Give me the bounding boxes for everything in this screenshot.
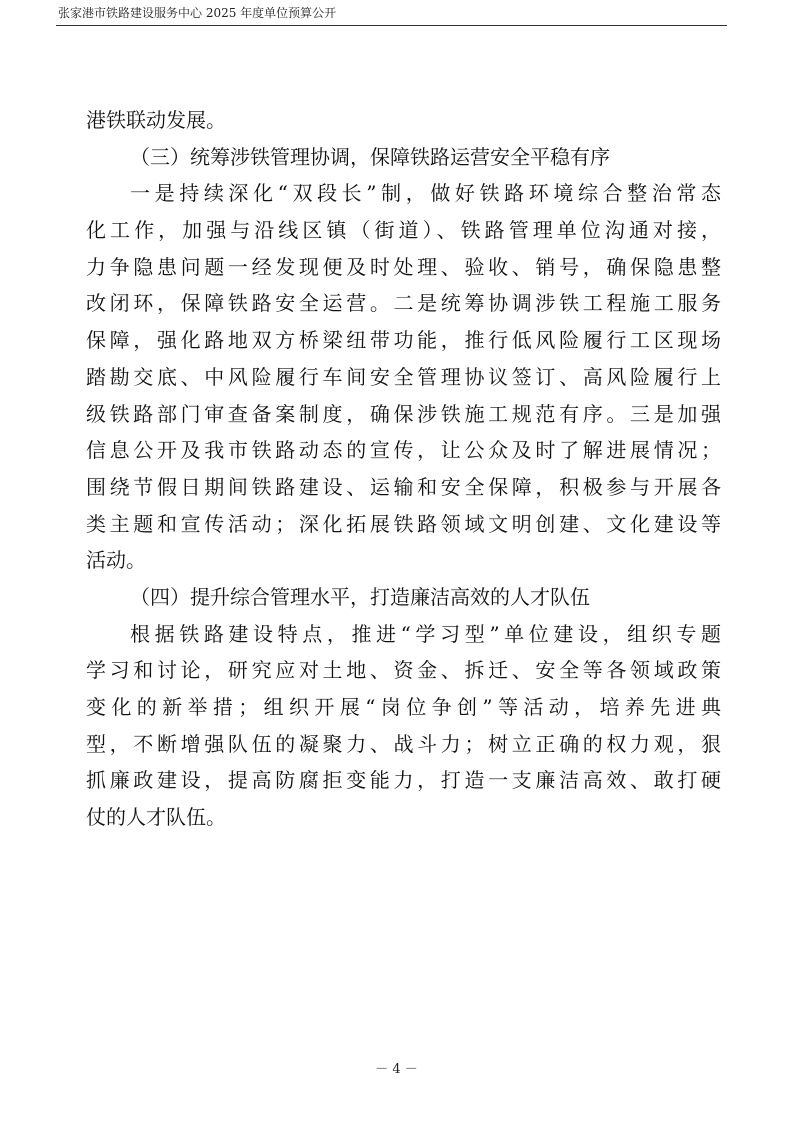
paragraph-line: 仗的人才队伍。 — [86, 805, 226, 830]
paragraph-line: 学习和讨论，研究应对土地、资金、拆迁、安全等各领域政策 — [86, 658, 721, 683]
paragraph-line: 力争隐患问题一经发现便及时处理、验收、销号，确保隐患整 — [86, 254, 721, 279]
paragraph-line: 化工作，加强与沿线区镇（街道）、铁路管理单位沟通对接， — [86, 218, 721, 243]
page-number: － 4 － — [375, 1062, 418, 1077]
paragraph-line: 港铁联动发展。 — [86, 108, 226, 132]
section-heading-4: （四）提升综合管理水平，打造廉洁高效的人才队伍 — [130, 584, 590, 609]
paragraph-line: 级铁路部门审查备案制度，确保涉铁施工规范有序。三是加强 — [86, 401, 721, 426]
paragraph-line: 改闭环，保障铁路安全运营。二是统筹协调涉铁工程施工服务 — [86, 291, 721, 316]
paragraph-line: 类主题和宣传活动；深化拓展铁路领域文明创建、文化建设等 — [86, 511, 721, 536]
paragraph-line: 活动。 — [86, 548, 146, 573]
paragraph-line: 抓廉政建设，提高防腐拒变能力，打造一支廉洁高效、敢打硬 — [86, 768, 721, 793]
paragraph-line: 变化的新举措；组织开展“岗位争创”等活动，培养先进典 — [86, 695, 721, 719]
paragraph-line: 踏勘交底、中风险履行车间安全管理协议签订、高风险履行上 — [86, 364, 721, 389]
paragraph-line: 型，不断增强队伍的凝聚力、战斗力；树立正确的权力观，狠 — [86, 731, 721, 756]
paragraph-line: 保障，强化路地双方桥梁纽带功能，推行低风险履行工区现场 — [86, 328, 721, 353]
body-text — [86, 102, 721, 836]
paragraph-line: 围绕节假日期间铁路建设、运输和安全保障，积极参与开展各 — [86, 474, 721, 499]
paragraph-line: 根据铁路建设特点，推进“学习型”单位建设，组织专题 — [130, 621, 721, 646]
section-heading-3: （三）统筹涉铁管理协调，保障铁路运营安全平稳有序 — [130, 144, 610, 169]
paragraph-line: 信息公开及我市铁路动态的宣传，让公众及时了解进展情况； — [86, 438, 721, 463]
paragraph-line: 一是持续深化“双段长”制，做好铁路环境综合整治常态 — [130, 181, 721, 206]
header-divider — [56, 25, 727, 26]
running-header: 张家港市铁路建设服务中心 2025 年度单位预算公开 — [58, 6, 337, 20]
